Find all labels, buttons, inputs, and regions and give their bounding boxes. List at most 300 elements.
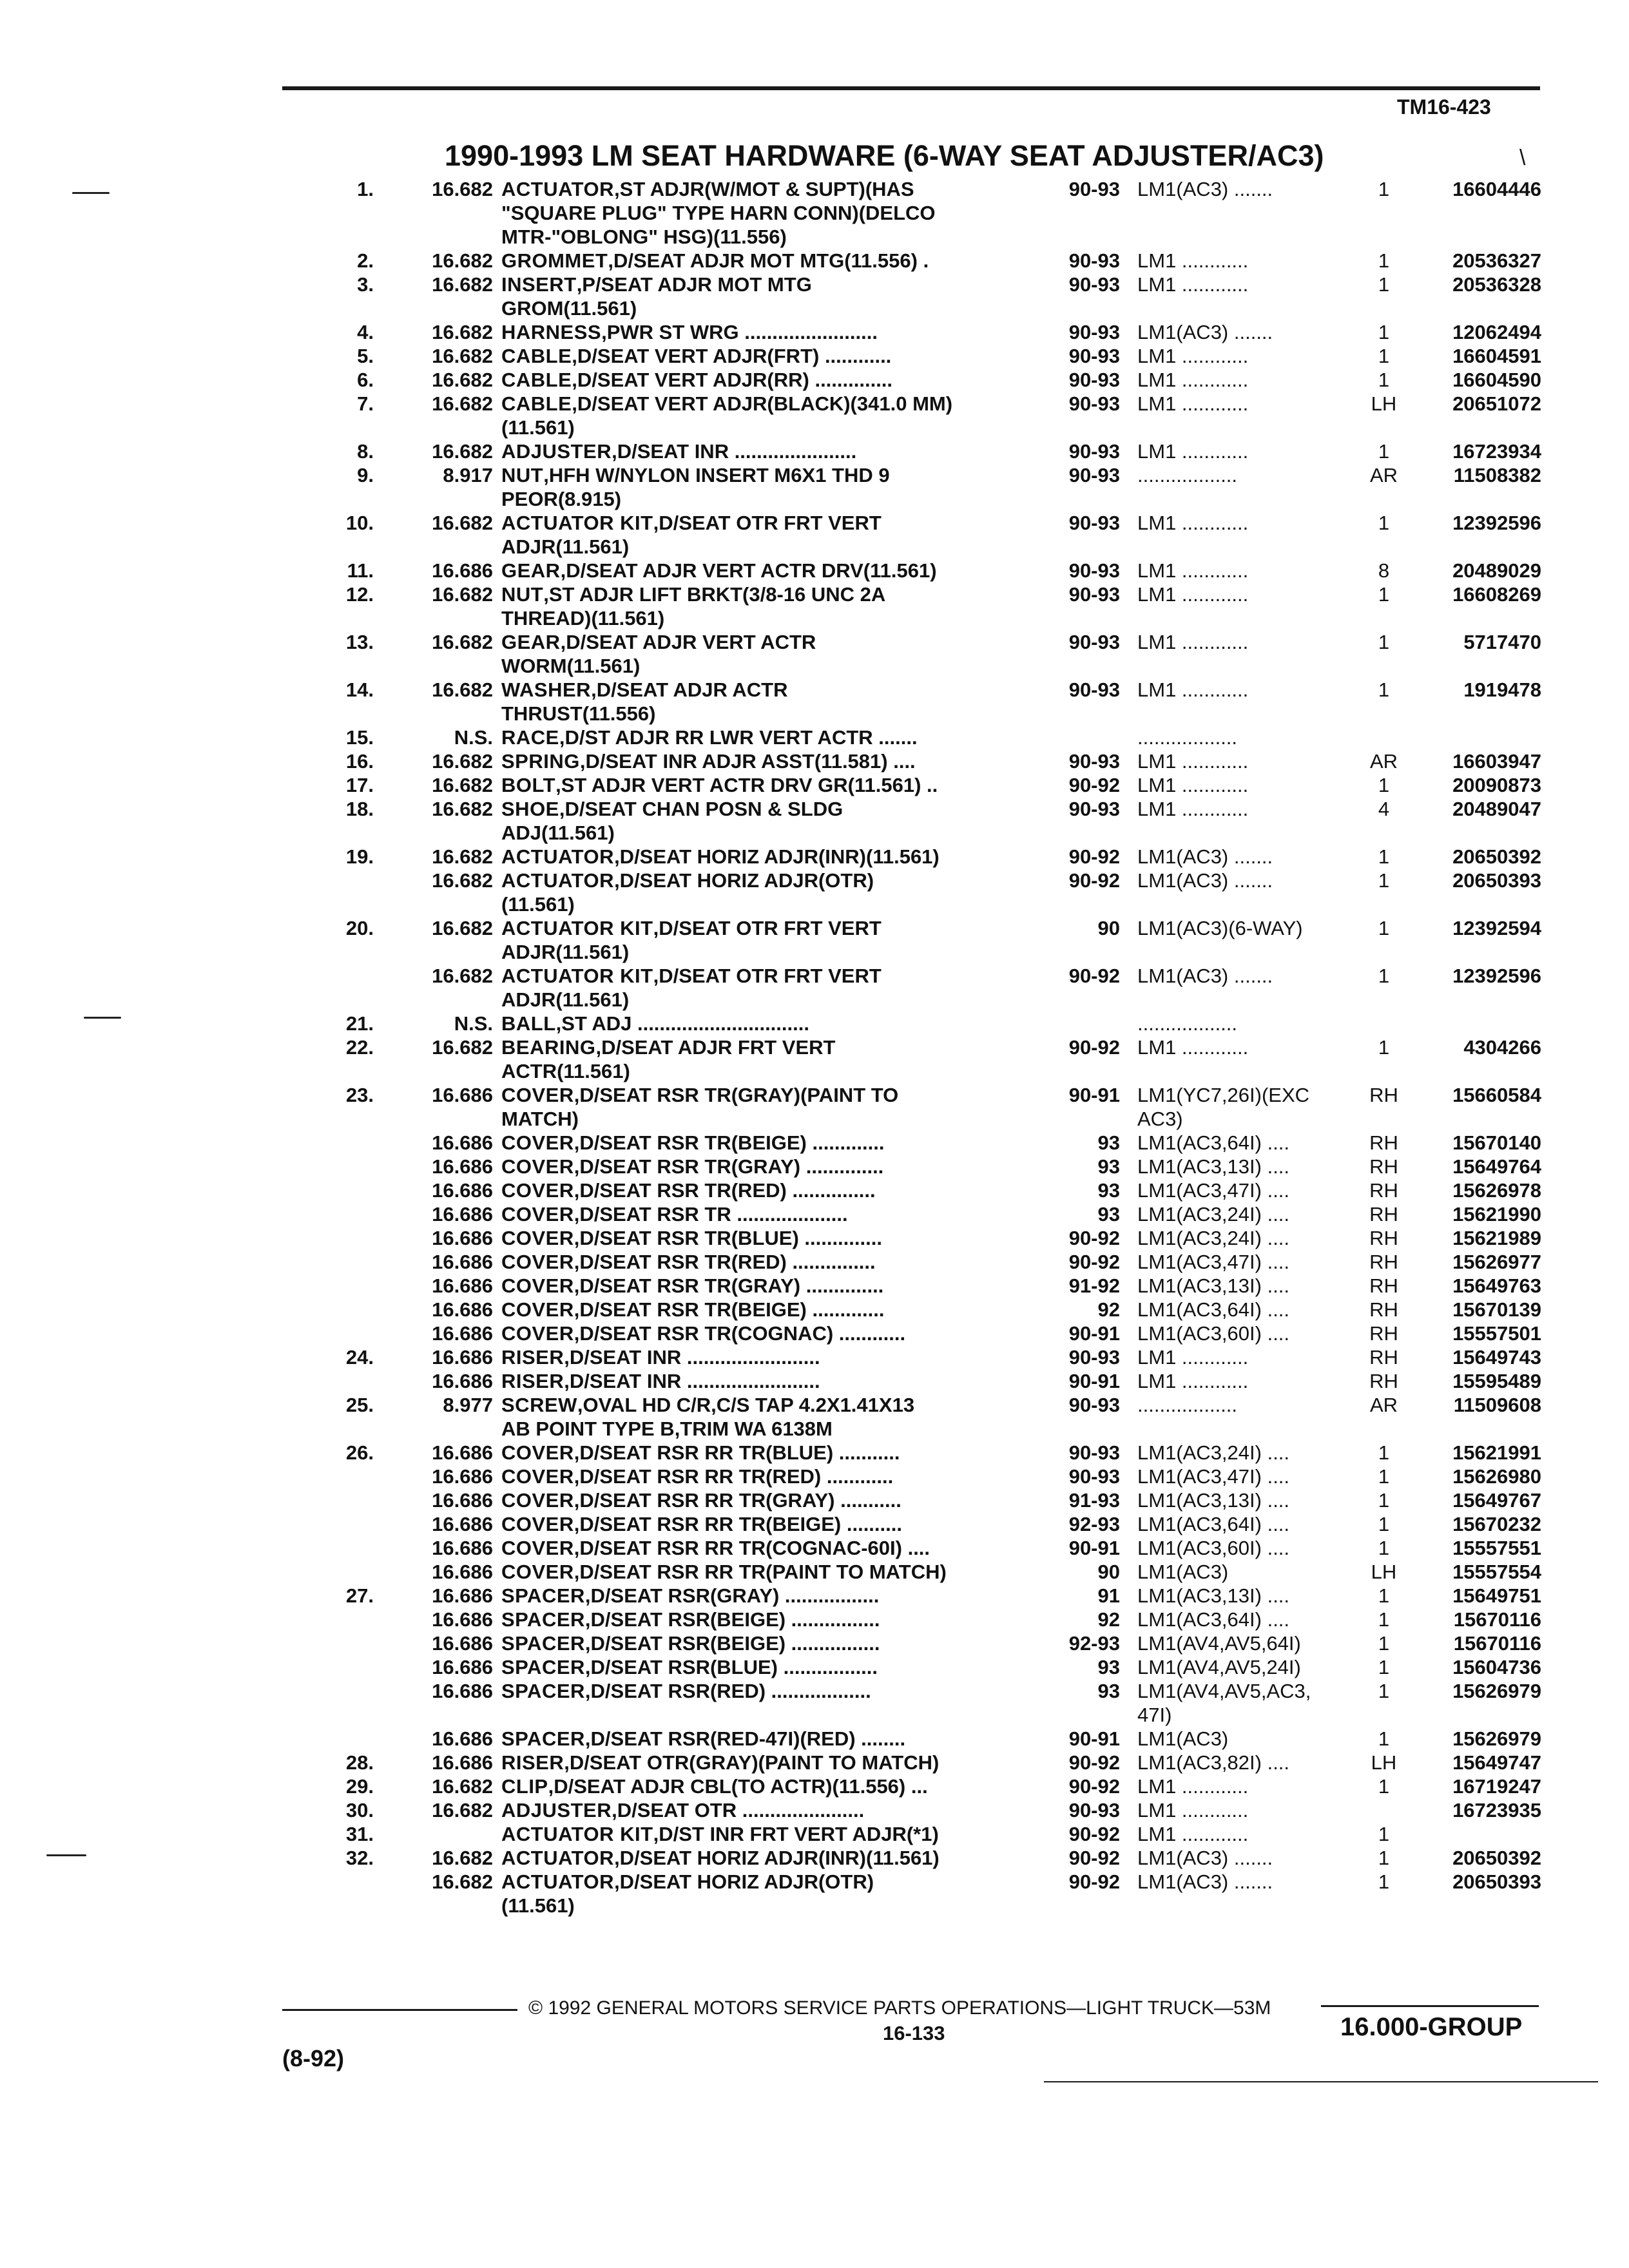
model-code: LM1 ............ [1137, 678, 1249, 701]
part-number: 15621990 [1452, 1203, 1541, 1225]
model-code: LM1(AC3,64I) .... [1137, 1298, 1290, 1321]
group-number: 16.686 [432, 1274, 493, 1297]
part-name: COVER [501, 1131, 574, 1154]
description [501, 1274, 1043, 1298]
list-item [0, 1203, 1629, 1227]
part-name: CABLE [501, 345, 572, 367]
model-code: LM1(AC3,24I) .... [1137, 1203, 1290, 1225]
part-description: ,D/SEAT RSR RR TR(GRAY) ........... [574, 1489, 901, 1512]
list-item [0, 1131, 1629, 1155]
list-item [0, 1251, 1629, 1274]
part-description: ,D/SEAT INR ........................ [564, 1346, 820, 1369]
model-code: LM1(AC3,13I) .... [1137, 1584, 1290, 1607]
part-number: 15649763 [1452, 1274, 1541, 1297]
description [501, 1441, 1043, 1465]
description [501, 988, 1043, 1012]
part-name: SPACER [501, 1608, 585, 1631]
part-number: 15649751 [1452, 1584, 1541, 1607]
quantity: 1 [1378, 965, 1390, 987]
part-name: SPACER [501, 1632, 585, 1655]
model-years: 93 [1097, 1155, 1120, 1178]
part-name: CABLE [501, 369, 572, 391]
quantity: 1 [1378, 1680, 1390, 1702]
description [501, 1608, 1043, 1631]
description [501, 893, 1043, 916]
item-number: 30. [345, 1799, 374, 1821]
group-number: 16.682 [432, 583, 493, 606]
part-number: 15660584 [1452, 1084, 1541, 1106]
part-name: COVER [501, 1179, 574, 1202]
model-code: LM1(AC3,13I) .... [1137, 1155, 1290, 1178]
model-years: 90-93 [1068, 392, 1120, 415]
group-number: 16.686 [432, 1727, 493, 1750]
description [501, 1584, 1043, 1608]
model-code: LM1(AC3,47I) .... [1137, 1179, 1290, 1202]
part-description: GROM(11.561) [501, 297, 637, 320]
group-number: 16.686 [432, 1561, 493, 1583]
model-code: LM1(AC3) ....... [1137, 1870, 1273, 1893]
model-years: 90-92 [1068, 774, 1120, 796]
list-item [0, 178, 1629, 202]
list-item [0, 1108, 1629, 1131]
part-number: 20650393 [1452, 869, 1541, 892]
part-name: ACTUATOR [501, 1870, 615, 1893]
list-item [0, 1847, 1629, 1870]
description [501, 1870, 1043, 1894]
part-description: ,D/SEAT RSR TR(GRAY) .............. [574, 1274, 884, 1297]
quantity: 1 [1378, 1870, 1390, 1893]
part-name: ACTUATOR [501, 845, 615, 868]
part-name: COVER [501, 1561, 574, 1583]
group-number: 16.686 [432, 1322, 493, 1345]
group-number: 16.686 [432, 1155, 493, 1178]
item-number: 20. [345, 917, 374, 939]
part-name: COVER [501, 1203, 574, 1225]
item-number: 28. [345, 1751, 374, 1774]
model-code: LM1(AC3) [1137, 1727, 1229, 1750]
part-description: ,D/SEAT RSR(BEIGE) ................ [584, 1608, 880, 1631]
part-description: ,D/SEAT RSR(BEIGE) ................ [584, 1632, 880, 1655]
list-item [0, 1060, 1629, 1084]
model-code: LM1(AC3) ....... [1137, 1847, 1273, 1869]
model-code: LM1 ............ [1137, 774, 1249, 796]
part-name: NUT [501, 464, 544, 486]
part-description: (11.561) [501, 416, 575, 439]
part-name: COVER [501, 1274, 574, 1297]
quantity: 1 [1378, 1656, 1390, 1678]
part-description: ,D/SEAT RSR RR TR(RED) ............ [574, 1465, 894, 1488]
part-description: ,D/SEAT ADJR ACTR [591, 678, 788, 701]
part-description: ,D/SEAT OTR ...................... [612, 1799, 865, 1821]
quantity: RH [1369, 1155, 1398, 1178]
part-number: 15649747 [1452, 1751, 1541, 1774]
model-years: 92 [1097, 1298, 1120, 1321]
list-item [0, 1870, 1629, 1894]
model-code: LM1 ............ [1137, 631, 1249, 653]
list-item [0, 1608, 1629, 1632]
part-number: 15649767 [1452, 1489, 1541, 1512]
part-number: 1919478 [1463, 678, 1541, 701]
description [501, 1060, 1043, 1083]
quantity: RH [1369, 1084, 1398, 1106]
quantity: RH [1369, 1322, 1398, 1345]
part-name: COVER [501, 1513, 574, 1535]
item-number: 29. [345, 1775, 374, 1798]
description [501, 1418, 1043, 1441]
quantity: 1 [1378, 869, 1390, 892]
model-code: .................. [1137, 464, 1238, 486]
model-years: 90-93 [1068, 750, 1120, 773]
quantity: 1 [1378, 917, 1390, 939]
part-description: ADJR(11.561) [501, 535, 630, 558]
group-number: 16.682 [432, 965, 493, 987]
part-name: ACTUATOR KIT [501, 917, 653, 939]
part-number: 20489047 [1452, 798, 1541, 820]
part-description: ,HFH W/NYLON INSERT M6X1 THD 9 [543, 464, 890, 486]
list-item [0, 965, 1629, 988]
part-name: SPACER [501, 1584, 585, 1607]
model-code: LM1(AV4,AV5,64I) [1137, 1632, 1301, 1655]
list-item [0, 1227, 1629, 1251]
part-name: COVER [501, 1441, 574, 1464]
list-item [0, 1680, 1629, 1704]
margin-mark [84, 1017, 121, 1019]
item-number: 26. [345, 1441, 374, 1464]
group-number: 16.682 [432, 1775, 493, 1798]
part-name: COVER [501, 1084, 574, 1106]
part-description: ,D/SEAT RSR(RED-47I)(RED) ........ [584, 1727, 906, 1750]
list-item [0, 1704, 1629, 1727]
model-years: 92-93 [1068, 1513, 1120, 1535]
list-item [0, 488, 1629, 512]
description [501, 583, 1043, 606]
part-number: 20536328 [1452, 273, 1541, 296]
item-number: 3. [357, 273, 374, 296]
part-description: ,D/SEAT VERT ADJR(BLACK)(341.0 MM) [572, 392, 953, 415]
part-name: COVER [501, 1489, 574, 1512]
part-number: 15626980 [1452, 1465, 1541, 1488]
part-name: WASHER [501, 678, 592, 701]
part-name: ADJUSTER [501, 440, 612, 463]
part-description: ,P/SEAT ADJR MOT MTG [576, 273, 812, 296]
part-number: 15604736 [1452, 1656, 1541, 1678]
description [501, 822, 1043, 845]
part-description: ,D/SEAT RSR TR(BEIGE) ............. [574, 1298, 885, 1321]
part-number: 15649764 [1452, 1155, 1541, 1178]
item-number: 2. [357, 249, 374, 272]
model-code: LM1(AC3,24I) .... [1137, 1227, 1290, 1249]
list-item [0, 607, 1629, 631]
item-number: 32. [345, 1847, 374, 1869]
part-name: BALL [501, 1012, 556, 1035]
group-number: 16.682 [432, 774, 493, 796]
quantity: 1 [1378, 631, 1390, 653]
model-code: LM1 ............ [1137, 1799, 1249, 1821]
list-item [0, 845, 1629, 869]
item-number: 5. [357, 345, 374, 367]
description [501, 702, 1043, 726]
model-years: 90-92 [1068, 1751, 1120, 1774]
part-number: 15670232 [1452, 1513, 1541, 1535]
part-number: 15626979 [1452, 1727, 1541, 1750]
group-number: 16.682 [432, 512, 493, 534]
quantity: 1 [1378, 1537, 1390, 1559]
model-code: LM1(AC3) ....... [1137, 869, 1273, 892]
part-number: 15626978 [1452, 1179, 1541, 1202]
group-number: 16.686 [432, 1465, 493, 1488]
model-code: .................. [1137, 726, 1238, 749]
list-item [0, 1155, 1629, 1179]
quantity: 1 [1378, 1489, 1390, 1512]
group-number: 16.686 [432, 1489, 493, 1512]
group-number: 16.682 [432, 369, 493, 391]
model-years: 90-93 [1068, 512, 1120, 534]
list-item [0, 893, 1629, 917]
model-years: 90-92 [1068, 1870, 1120, 1893]
quantity: 1 [1378, 845, 1390, 868]
description [501, 1489, 1043, 1512]
model-years: 93 [1097, 1179, 1120, 1202]
description [501, 1561, 1043, 1584]
part-description: "SQUARE PLUG" TYPE HARN CONN)(DELCO [501, 202, 936, 224]
model-code: AC3) [1137, 1108, 1183, 1130]
part-number: 4304266 [1463, 1036, 1541, 1059]
model-years: 90-93 [1068, 678, 1120, 701]
part-description: ,D/SEAT HORIZ ADJR(INR)(11.561) [614, 1847, 940, 1869]
description [501, 1179, 1043, 1202]
description [501, 1823, 1043, 1846]
part-description: ,D/SEAT VERT ADJR(FRT) ............ [572, 345, 892, 367]
group-number: 16.682 [432, 178, 493, 200]
model-years: 90-93 [1068, 464, 1120, 486]
model-years: 93 [1097, 1131, 1120, 1154]
footer-group: 16.000-GROUP [1340, 2013, 1523, 2041]
part-name: GEAR [501, 631, 561, 653]
model-code: LM1(AC3,64I) .... [1137, 1131, 1290, 1154]
description [501, 512, 1043, 535]
quantity: 1 [1378, 678, 1390, 701]
model-years: 90-93 [1068, 798, 1120, 820]
part-name: ADJUSTER [501, 1799, 612, 1821]
group-number: 16.682 [432, 869, 493, 892]
quantity: 1 [1378, 1775, 1390, 1798]
part-name: ACTUATOR KIT [501, 1823, 653, 1845]
part-description: ,D/SEAT RSR RR TR(BLUE) ........... [574, 1441, 900, 1464]
group-number: 16.686 [432, 1632, 493, 1655]
group-number: 16.686 [432, 1251, 493, 1273]
quantity: 1 [1378, 1441, 1390, 1464]
part-description: ,D/SEAT OTR FRT VERT [653, 917, 882, 939]
group-number: 16.686 [432, 559, 493, 582]
part-description: ,ST ADJR LIFT BRKT(3/8-16 UNC 2A [543, 583, 886, 606]
list-item [0, 678, 1629, 702]
group-number: 16.686 [432, 1584, 493, 1607]
model-years: 90-93 [1068, 345, 1120, 367]
part-number: 20650392 [1452, 1847, 1541, 1869]
part-description: ,D/SEAT HORIZ ADJR(OTR) [614, 1870, 874, 1893]
description [501, 1084, 1043, 1107]
quantity: RH [1369, 1346, 1398, 1369]
description [501, 1322, 1043, 1345]
part-number: 16604590 [1452, 369, 1541, 391]
part-number: 16604446 [1452, 178, 1541, 200]
part-description: ACTR(11.561) [501, 1060, 630, 1082]
part-name: COVER [501, 1251, 574, 1273]
part-name: GROMMET [501, 249, 608, 272]
group-number: 16.682 [432, 392, 493, 415]
item-number: 15. [345, 726, 374, 749]
model-years: 90-93 [1068, 1394, 1120, 1416]
model-code: LM1(AC3,82I) .... [1137, 1751, 1290, 1774]
quantity: 1 [1378, 369, 1390, 391]
model-code: LM1(AC3) ....... [1137, 845, 1273, 868]
model-code: LM1 ............ [1137, 440, 1249, 463]
part-number: 12392596 [1452, 965, 1541, 987]
model-code: LM1 ............ [1137, 1775, 1249, 1798]
item-number: 31. [345, 1823, 374, 1845]
part-number: 16604591 [1452, 345, 1541, 367]
description [501, 297, 1043, 320]
quantity: RH [1369, 1298, 1398, 1321]
quantity: LH [1371, 392, 1397, 415]
part-description: ,D/SEAT RSR TR(RED) ............... [574, 1179, 876, 1202]
part-description: ,D/SEAT ADJR MOT MTG(11.556) . [608, 249, 929, 272]
part-description: ,D/SEAT OTR FRT VERT [653, 965, 882, 987]
quantity: 4 [1378, 798, 1390, 820]
item-number: 6. [357, 369, 374, 391]
model-years: 90-92 [1068, 1775, 1120, 1798]
list-item [0, 559, 1629, 583]
group-number: 16.682 [432, 1799, 493, 1821]
model-code: LM1(AC3,24I) .... [1137, 1441, 1290, 1464]
list-item [0, 1346, 1629, 1370]
part-name: NUT [501, 583, 544, 606]
group-number: 16.682 [432, 798, 493, 820]
list-item [0, 1489, 1629, 1513]
group-number: 16.682 [432, 845, 493, 868]
part-description: PEOR(8.915) [501, 488, 622, 510]
model-years: 92-93 [1068, 1632, 1120, 1655]
part-number: 20489029 [1452, 559, 1541, 582]
item-number: 12. [345, 583, 374, 606]
quantity: 1 [1378, 273, 1390, 296]
model-code: LM1(AC3) [1137, 1561, 1229, 1583]
model-years: 92 [1097, 1608, 1120, 1631]
group-number: 16.686 [432, 1346, 493, 1369]
list-item [0, 1394, 1629, 1418]
group-number: 16.682 [432, 631, 493, 653]
part-name: ACTUATOR [501, 178, 615, 200]
part-description: ,D/SEAT ADJR VERT ACTR DRV(11.561) [560, 559, 937, 582]
footer-rule-left [282, 2009, 517, 2011]
model-code: LM1 ............ [1137, 750, 1249, 773]
part-name: GEAR [501, 559, 561, 582]
quantity: 1 [1378, 440, 1390, 463]
description [501, 1465, 1043, 1488]
part-name: COVER [501, 1537, 574, 1559]
item-number: 4. [357, 321, 374, 343]
description [501, 1394, 1043, 1417]
description [501, 869, 1043, 892]
model-code: LM1 ............ [1137, 1036, 1249, 1059]
description [501, 750, 1043, 773]
part-description: ADJ(11.561) [501, 822, 615, 844]
description [501, 1131, 1043, 1155]
description [501, 488, 1043, 511]
quantity: AR [1369, 1394, 1398, 1416]
part-description: (11.561) [501, 1894, 575, 1917]
part-description: ,D/SEAT VERT ADJR(RR) .............. [572, 369, 893, 391]
model-code: LM1 ............ [1137, 249, 1249, 272]
group-number: 16.682 [432, 249, 493, 272]
description [501, 1894, 1043, 1917]
model-years: 93 [1097, 1656, 1120, 1678]
description [501, 1537, 1043, 1560]
footer-date: (8-92) [282, 2045, 345, 2071]
group-number: 16.682 [432, 345, 493, 367]
model-code: LM1(AV4,AV5,24I) [1137, 1656, 1301, 1678]
item-number: 16. [345, 750, 374, 773]
part-number: 11509608 [1453, 1394, 1541, 1416]
description [501, 1370, 1043, 1393]
part-name: COVER [501, 1227, 574, 1249]
description [501, 1680, 1043, 1703]
description [501, 273, 1043, 296]
item-number: 7. [357, 392, 374, 415]
description [501, 1847, 1043, 1870]
model-years: 93 [1097, 1203, 1120, 1225]
part-description: THRUST(11.556) [501, 702, 656, 725]
part-description: ,D/SEAT OTR FRT VERT [653, 512, 882, 534]
part-description: ADJR(11.561) [501, 988, 630, 1011]
group-number: N.S. [454, 726, 493, 749]
model-years: 90-93 [1068, 631, 1120, 653]
description [501, 392, 1043, 416]
part-description: ,D/ST ADJR RR LWR VERT ACTR ....... [559, 726, 918, 749]
part-name: COVER [501, 1298, 574, 1321]
model-years: 90-92 [1068, 1227, 1120, 1249]
description [501, 1751, 1043, 1774]
quantity: 1 [1378, 1632, 1390, 1655]
page-title: 1990-1993 LM SEAT HARDWARE (6-WAY SEAT ADJUSTER/AC3) [445, 139, 1324, 172]
part-number: 15670139 [1452, 1298, 1541, 1321]
model-code: LM1(AC3,47I) .... [1137, 1251, 1290, 1273]
description [501, 535, 1043, 559]
part-description: ,D/SEAT RSR TR(BEIGE) ............. [574, 1131, 885, 1154]
part-name: ACTUATOR [501, 869, 615, 892]
quantity: 1 [1378, 321, 1390, 343]
quantity: RH [1369, 1203, 1398, 1225]
description [501, 1513, 1043, 1536]
footer-copyright: © 1992 GENERAL MOTORS SERVICE PARTS OPERATIONS—LIGHT TRUCK—53M [528, 1997, 1271, 2019]
part-description: ,PWR ST WRG ........................ [601, 321, 878, 343]
model-code: LM1 ............ [1137, 512, 1249, 534]
quantity: LH [1371, 1561, 1397, 1583]
model-code: LM1 ............ [1137, 392, 1249, 415]
item-number: 14. [345, 678, 374, 701]
group-number: 16.686 [432, 1370, 493, 1392]
part-number: 20090873 [1452, 774, 1541, 796]
group-number: 16.686 [432, 1656, 493, 1678]
part-name: HARNESS [501, 321, 602, 343]
part-number: 15557554 [1452, 1561, 1541, 1583]
item-number: 22. [345, 1036, 374, 1059]
model-years: 90 [1097, 917, 1120, 939]
model-code: LM1(YC7,26I)(EXC [1137, 1084, 1310, 1106]
model-code: LM1(AC3,47I) .... [1137, 1465, 1290, 1488]
quantity: 1 [1378, 583, 1390, 606]
quantity: RH [1369, 1370, 1398, 1392]
